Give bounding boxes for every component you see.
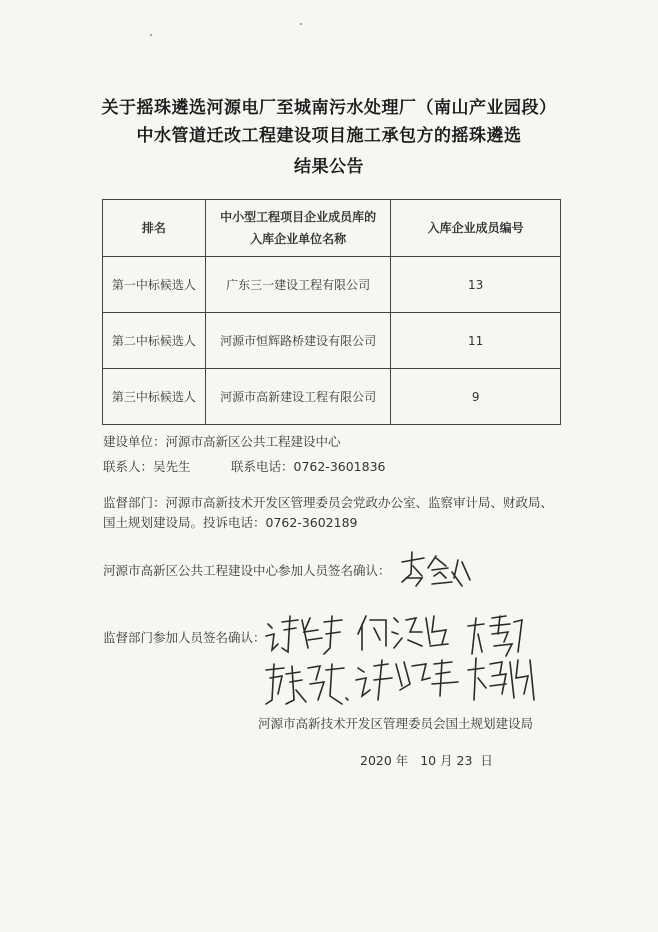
header-company-line-1: 中小型工程项目企业成员库的: [220, 210, 377, 224]
title-line-3: 结果公告: [294, 157, 364, 177]
header-member-no: 入库企业成员编号: [391, 200, 561, 257]
contact-line: 联系人：吴先生: [103, 459, 191, 474]
cell-company: 广东三一建设工程有限公司: [205, 257, 391, 313]
cell-member-no: 9: [391, 369, 561, 425]
title-line-1: 关于摇珠遴选河源电厂至城南污水处理厂（南山产业园段）: [101, 98, 557, 118]
center-confirm-label: 河源市高新区公共工程建设中心参加人员签名确认：: [103, 563, 391, 578]
cell-member-no: 13: [391, 257, 561, 313]
title-line-2: 中水管道迁改工程建设项目施工承包方的摇珠遴选: [136, 126, 522, 146]
supervision-signature-2: [352, 610, 452, 654]
cell-rank: 第三中标候选人: [103, 369, 206, 425]
phone-line: 联系电话：0762-3601836: [231, 459, 386, 474]
issuing-bureau: 河源市高新技术开发区管理委员会国土规划建设局: [258, 716, 534, 731]
table-row: [103, 257, 561, 313]
cell-rank: 第二中标候选人: [103, 313, 206, 369]
scan-speck: [150, 34, 152, 36]
issue-date: 2020 年 10 月 23 日: [360, 753, 493, 768]
cell-member-no: 11: [391, 313, 561, 369]
builder-line: 建设单位：河源市高新区公共工程建设中心: [103, 434, 341, 449]
supervision-signature-6: [462, 654, 542, 706]
supervision-signature-3: [462, 612, 530, 660]
table-row: [103, 369, 561, 425]
center-signature: [396, 548, 476, 590]
cell-company: 河源市高新建设工程有限公司: [205, 369, 391, 425]
supervision-signature-1: [262, 612, 346, 660]
supervision-signature-4: [262, 660, 350, 710]
scan-speck: [300, 23, 302, 25]
supervision-line-2: 国土规划建设局。投诉电话：0762-3602189: [103, 515, 358, 530]
supervision-signature-5: [352, 656, 462, 704]
supervision-line-1: 监督部门：河源市高新技术开发区管理委员会党政办公室、监察审计局、财政局、: [103, 495, 554, 510]
header-company-line-2: 入库企业单位名称: [250, 232, 347, 246]
cell-company: 河源市恒辉路桥建设有限公司: [205, 313, 391, 369]
table-header-row: [103, 200, 561, 257]
result-table: [102, 199, 561, 425]
header-rank: 排名: [103, 200, 206, 257]
table-row: [103, 313, 561, 369]
cell-rank: 第一中标候选人: [103, 257, 206, 313]
supervision-confirm-label: 监督部门参加人员签名确认：: [103, 630, 266, 645]
header-company: [205, 200, 391, 257]
